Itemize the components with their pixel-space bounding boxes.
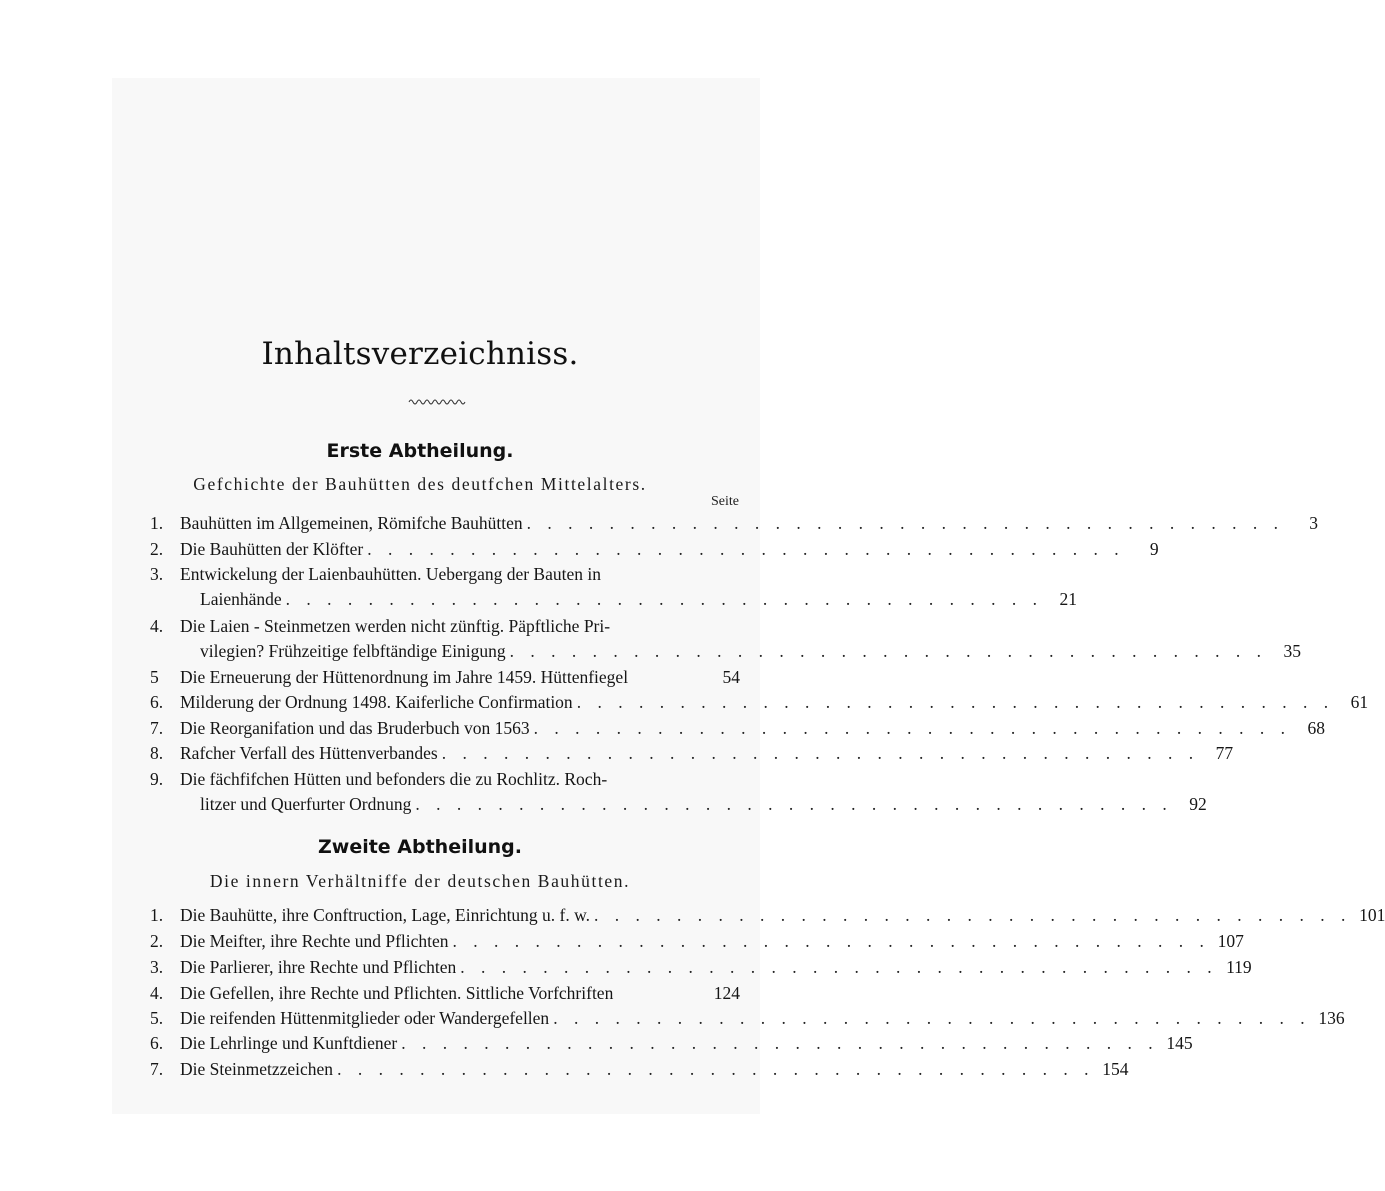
toc-entry[interactable]	[150, 562, 740, 586]
entry-page: 124	[713, 983, 740, 1003]
entry-title: Die Steinmetzzeichen	[180, 1059, 334, 1079]
entry-number: 1.	[150, 513, 164, 533]
entry-page: 136	[1318, 1008, 1345, 1028]
entry-number: 3.	[150, 957, 164, 977]
entry-number: 2.	[150, 931, 164, 951]
entry-title: Die Parlierer, ihre Rechte und Pflichten	[180, 957, 457, 977]
entry-title: Die Reorganifation und das Bruderbuch von 1563	[180, 718, 530, 738]
toc-entry-continuation[interactable]	[150, 639, 1302, 663]
entry-page: 92	[1189, 794, 1207, 814]
dot-leader: . . . . . . . . . . . . . . . . . . . . . . . . . . . . . . . . . . . . .	[285, 589, 1043, 609]
entry-title: Die Lehrlinge und Kunftdiener	[180, 1033, 398, 1053]
toc-entry[interactable]	[150, 665, 740, 689]
entry-title: Die Bauhütten der Klöfter	[180, 539, 364, 559]
entry-page: 145	[1166, 1033, 1193, 1053]
entry-title: Die Gefellen, ihre Rechte und Pflichten. Sittliche Vorfchriften	[180, 983, 614, 1003]
entry-number: 5	[150, 667, 159, 687]
entry-title: Bauhütten im Allgemeinen, Römifche Bauhütten	[180, 513, 523, 533]
entry-title: Die fächfifchen Hütten und befonders die zu Rochlitz. Roch-	[180, 769, 608, 789]
part1-heading: Erste Abtheilung.	[326, 440, 514, 462]
part2-subtitle: Die innern Verhältniffe der deutschen Bauhütten.	[209, 871, 631, 891]
dot-leader: . . . . . . . . . . . . . . . . . . . . . . . . . . . . . . . . . . . . .	[460, 957, 1218, 977]
toc-entry[interactable]	[150, 511, 1319, 535]
entry-number: 9.	[150, 769, 164, 789]
dot-leader: . . . . . . . . . . . . . . . . . . . . . . . . . . . . . . . . . . . . .	[526, 513, 1285, 533]
toc-entry[interactable]	[150, 1057, 1129, 1081]
entry-number: 6.	[150, 692, 164, 712]
entry-number: 7.	[150, 718, 164, 738]
wavy-rule-ornament	[409, 398, 467, 406]
entry-number: 2.	[150, 539, 164, 559]
entry-title-continued: litzer und Querfurter Ordnung	[200, 794, 412, 814]
entry-title-continued: Laienhände	[200, 589, 282, 609]
entry-number: 4.	[150, 616, 164, 636]
dot-leader: . . . . . . . . . . . . . . . . . . . . . . . . . . . . . . . . . . . . .	[367, 539, 1125, 559]
toc-entry[interactable]	[150, 741, 1234, 765]
entry-number: 5.	[150, 1008, 164, 1028]
dot-leader: . . . . . . . . . . . . . . . . . . . . . . . . . . . . . . . . . . . . .	[415, 794, 1173, 814]
toc-entry[interactable]	[150, 614, 740, 638]
dot-leader: . . . . . . . . . . . . . . . . . . . . . . . . . . . . . . . . . . . . .	[594, 905, 1352, 925]
dot-leader: . . . . . . . . . . . . . . . . . . . . . . . . . . . . . . . . . . . . .	[509, 641, 1268, 661]
toc-entry[interactable]	[150, 716, 1325, 740]
entry-page: 61	[1350, 692, 1369, 712]
entry-page: 119	[1226, 957, 1252, 977]
entry-number: 6.	[150, 1033, 164, 1053]
entry-title: Die Laien - Steinmetzen werden nicht zünftig. Päpftliche Pri-	[180, 616, 611, 636]
toc-entry[interactable]	[150, 929, 1244, 953]
entry-number: 1.	[150, 905, 164, 925]
entry-title: Die Erneuerung der Hüttenordnung im Jahre 1459. Hüttenfiegel	[180, 667, 629, 687]
entry-number: 3.	[150, 564, 164, 584]
entry-page: 154	[1102, 1059, 1129, 1079]
dot-leader: . . . . . . . . . . . . . . . . . . . . . . . . . . . . . . . . . . . . .	[337, 1059, 1095, 1079]
entry-page: 54	[722, 667, 740, 687]
toc-entry[interactable]	[150, 537, 1159, 561]
toc-entry-continuation[interactable]	[150, 792, 1207, 816]
entry-title: Die Bauhütte, ihre Conftruction, Lage, Einrichtung u. f. w.	[180, 905, 591, 925]
dot-leader: . . . . . . . . . . . . . . . . . . . . . . . . . . . . . . . . . . . . .	[533, 718, 1291, 738]
entry-title: Die reifenden Hüttenmitglieder oder Wandergefellen	[180, 1008, 550, 1028]
entry-number: 8.	[150, 743, 164, 763]
entry-title: Milderung der Ordnung 1498. Kaiferliche Confirmation	[180, 692, 573, 712]
toc-entry[interactable]	[150, 903, 1385, 927]
toc-entry[interactable]	[150, 955, 1252, 979]
toc-entry[interactable]	[150, 767, 740, 791]
toc-entry[interactable]	[150, 690, 1369, 714]
toc-entry[interactable]	[150, 1031, 1193, 1055]
part2-heading: Zweite Abtheilung.	[317, 836, 522, 858]
entry-page: 21	[1059, 589, 1077, 609]
dot-leader: . . . . . . . . . . . . . . . . . . . . . . . . . . . . . . . . . . . . .	[553, 1008, 1311, 1028]
entry-page: 68	[1307, 718, 1325, 738]
entry-title-continued: vilegien? Frühzeitige felbftändige Einigung	[200, 641, 506, 661]
toc-entry[interactable]	[150, 1006, 1345, 1030]
dot-leader: . . . . . . . . . . . . . . . . . . . . . . . . . . . . . . . . . . . . .	[452, 931, 1210, 951]
toc-entry[interactable]	[150, 981, 740, 1005]
dot-leader: . . . . . . . . . . . . . . . . . . . . . . . . . . . . . . . . . . . . .	[576, 692, 1335, 712]
dot-leader: . . . . . . . . . . . . . . . . . . . . . . . . . . . . . . . . . . . . .	[441, 743, 1200, 763]
entry-number: 4.	[150, 983, 164, 1003]
seite-label: Seite	[711, 494, 739, 509]
entry-page: 77	[1215, 743, 1234, 763]
entry-title: Die Meifter, ihre Rechte und Pflichten	[180, 931, 449, 951]
entry-title: Entwickelung der Laienbauhütten. Uebergang der Bauten in	[180, 564, 601, 584]
entry-title: Rafcher Verfall des Hüttenverbandes	[180, 743, 438, 763]
dot-leader: . . . . . . . . . . . . . . . . . . . . . . . . . . . . . . . . . . . . .	[401, 1033, 1159, 1053]
entry-page: 107	[1217, 931, 1244, 951]
toc-entry-continuation[interactable]	[150, 587, 1077, 611]
entry-page: 35	[1283, 641, 1302, 661]
entry-number: 7.	[150, 1059, 164, 1079]
page-title: Inhaltsverzeichniss.	[261, 336, 579, 372]
entry-page: 101	[1359, 905, 1385, 925]
entry-page: 9	[1149, 539, 1159, 559]
part1-subtitle: Gefchichte der Bauhütten des deutfchen Mittelalters.	[193, 474, 647, 494]
entry-page: 3	[1309, 513, 1319, 533]
